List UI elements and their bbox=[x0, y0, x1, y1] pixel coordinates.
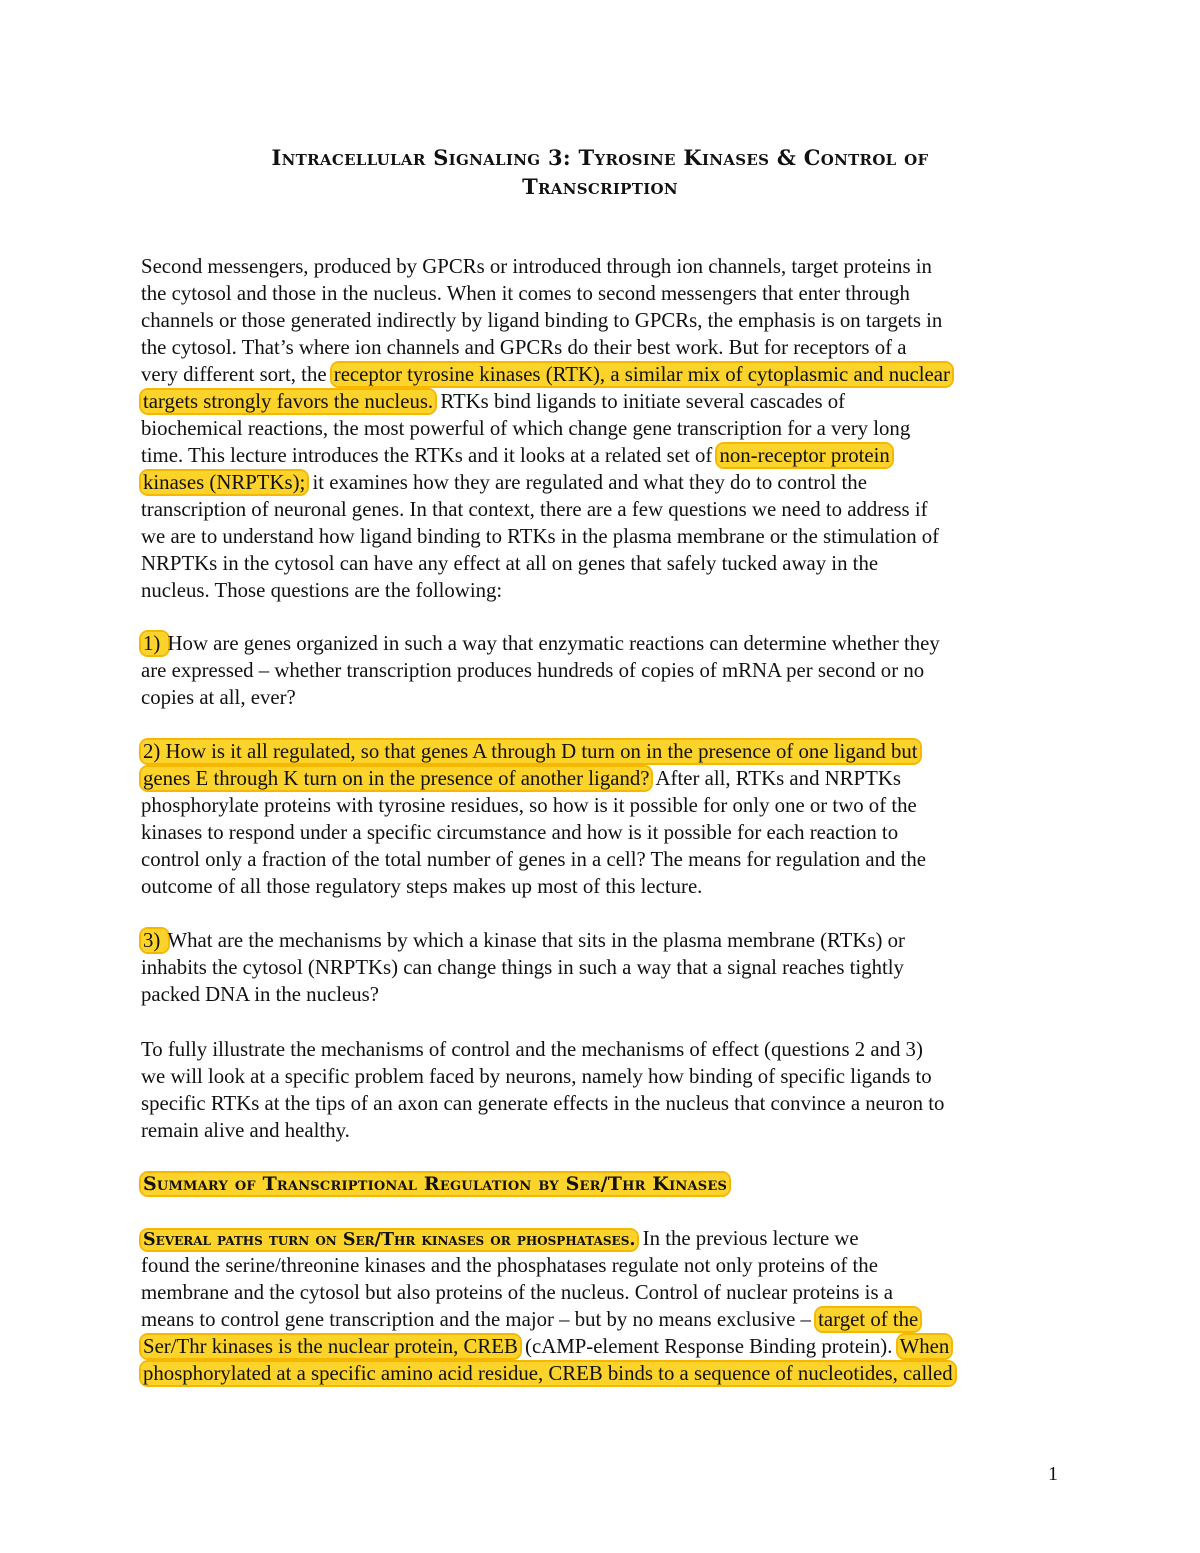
text-run: After all, RTKs and NRPTKs bbox=[651, 767, 901, 790]
closing-line bbox=[141, 1090, 944, 1117]
document-title bbox=[150, 143, 1050, 201]
page-number: 1 bbox=[1048, 1463, 1058, 1485]
q2-line bbox=[141, 738, 920, 765]
text-run: transcription of neuronal genes. In that context, there are a few questions we need to address if bbox=[141, 498, 928, 521]
q1-line bbox=[141, 630, 940, 657]
q1-line bbox=[141, 657, 924, 684]
text-run: kinases to respond under a specific circumstance and how is it possible for each reaction to bbox=[141, 821, 899, 844]
text-run: control only a fraction of the total number of genes in a cell? The means for regulation and the bbox=[141, 848, 927, 871]
text-run: packed DNA in the nucleus? bbox=[141, 983, 379, 1006]
highlighted-text: 2) How is it all regulated, so that genes A through D turn on in the presence of one ligand but bbox=[143, 740, 918, 763]
text-run: specific RTKs at the tips of an axon can generate effects in the nucleus that convince a neuron to bbox=[141, 1092, 945, 1115]
text-run: How are genes organized in such a way that enzymatic reactions can determine whether they bbox=[167, 632, 940, 655]
text-run: To fully illustrate the mechanisms of control and the mechanisms of effect (questions 2 and 3) bbox=[141, 1038, 923, 1061]
highlighted-text: targets strongly favors the nucleus. bbox=[143, 390, 434, 413]
highlighted-text: 3) bbox=[143, 929, 166, 952]
intro-line bbox=[141, 442, 892, 469]
highlighted-text: target of the bbox=[818, 1308, 919, 1331]
section_body-line bbox=[141, 1333, 951, 1360]
q2-line bbox=[141, 765, 901, 792]
q3-line bbox=[141, 927, 905, 954]
text-run: phosphorylate proteins with tyrosine residues, so how is it possible for only one or two of the bbox=[141, 794, 917, 817]
text-run: time. This lecture introduces the RTKs and it looks at a related set of bbox=[141, 444, 718, 467]
intro-line bbox=[141, 469, 867, 496]
text-run: biochemical reactions, the most powerful of which change gene transcription for a very long bbox=[141, 417, 911, 440]
q2-line bbox=[141, 819, 898, 846]
section_body-line bbox=[141, 1360, 955, 1387]
title-line-1: Intracellular Signaling 3: Tyrosine Kinases & Control of bbox=[271, 145, 929, 170]
highlighted-text: 1) bbox=[143, 632, 166, 655]
title-line-2: Transcription bbox=[522, 174, 678, 199]
text-run: the cytosol. That’s where ion channels and GPCRs do their best work. But for receptors of a bbox=[141, 336, 907, 359]
highlighted-text: non-receptor protein bbox=[719, 444, 890, 467]
intro-line bbox=[141, 388, 845, 415]
text-run: In the previous lecture we bbox=[637, 1227, 859, 1250]
highlighted-text: When bbox=[899, 1335, 950, 1358]
intro-line bbox=[141, 496, 928, 523]
closing-line bbox=[141, 1036, 923, 1063]
highlighted-text: phosphorylated at a specific amino acid residue, CREB binds to a sequence of nucleotides, called bbox=[143, 1362, 953, 1385]
section-heading bbox=[141, 1171, 729, 1198]
text-run: nucleus. Those questions are the following: bbox=[141, 579, 503, 602]
text-run: channels or those generated indirectly by ligand binding to GPCRs, the emphasis is on targets in bbox=[141, 309, 943, 332]
text-run: means to control gene transcription and the major – but by no means exclusive – bbox=[141, 1308, 817, 1331]
text-run: (cAMP-element Response Binding protein). bbox=[519, 1335, 898, 1358]
q2-line bbox=[141, 873, 702, 900]
intro-line bbox=[141, 280, 910, 307]
text-run: remain alive and healthy. bbox=[141, 1119, 350, 1142]
q2-line bbox=[141, 846, 926, 873]
closing-line bbox=[141, 1063, 932, 1090]
intro-line bbox=[141, 550, 878, 577]
text-run: we will look at a specific problem faced by neurons, namely how binding of specific ligands to bbox=[141, 1065, 932, 1088]
closing-line bbox=[141, 1117, 350, 1144]
highlighted-text: genes E through K turn on in the presence of another ligand? bbox=[143, 767, 650, 790]
text-run: copies at all, ever? bbox=[141, 686, 296, 709]
section_body-line bbox=[141, 1306, 920, 1333]
intro-line bbox=[141, 334, 906, 361]
text-run: Second messengers, produced by GPCRs or introduced through ion channels, target proteins in bbox=[141, 255, 932, 278]
text-run: RTKs bind ligands to initiate several cascades of bbox=[435, 390, 846, 413]
highlighted-text: Ser/Thr kinases is the nuclear protein, CREB bbox=[143, 1335, 518, 1358]
q2-line bbox=[141, 792, 917, 819]
highlighted-text: kinases (NRPTKs); bbox=[143, 471, 306, 494]
intro-line bbox=[141, 361, 952, 388]
text-run: very different sort, the bbox=[141, 363, 332, 386]
text-run: are expressed – whether transcription produces hundreds of copies of mRNA per second or no bbox=[141, 659, 925, 682]
text-run: What are the mechanisms by which a kinase that sits in the plasma membrane (RTKs) or bbox=[167, 929, 905, 952]
intro-line bbox=[141, 523, 939, 550]
text-run: found the serine/threonine kinases and the phosphatases regulate not only proteins of the bbox=[141, 1254, 878, 1277]
intro-line bbox=[141, 253, 932, 280]
text-run: membrane and the cytosol but also proteins of the nucleus. Control of nuclear proteins is a bbox=[141, 1281, 893, 1304]
intro-line bbox=[141, 415, 910, 442]
intro-line bbox=[141, 307, 942, 334]
q1-line bbox=[141, 684, 296, 711]
section_body-line bbox=[141, 1279, 893, 1306]
text-run: it examines how they are regulated and what they do to control the bbox=[307, 471, 867, 494]
text-run: we are to understand how ligand binding to RTKs in the plasma membrane or the stimulation of bbox=[141, 525, 940, 548]
highlighted-text: receptor tyrosine kinases (RTK), a similar mix of cytoplasmic and nuclear bbox=[333, 363, 950, 386]
text-run: outcome of all those regulatory steps makes up most of this lecture. bbox=[141, 875, 703, 898]
text-run: the cytosol and those in the nucleus. When it comes to second messengers that enter through bbox=[141, 282, 910, 305]
q3-line bbox=[141, 981, 379, 1008]
text-run: NRPTKs in the cytosol can have any effect at all on genes that safely tucked away in the bbox=[141, 552, 879, 575]
section_body-line bbox=[141, 1252, 878, 1279]
intro-line bbox=[141, 577, 502, 604]
text-run: inhabits the cytosol (NRPTKs) can change things in such a way that a signal reaches tightly bbox=[141, 956, 904, 979]
subheading-highlight: Several paths turn on Ser/Thr kinases or phosphatases. bbox=[143, 1230, 636, 1250]
q3-line bbox=[141, 954, 904, 981]
section-heading-text: Summary of Transcriptional Regulation by Ser/Thr Kinases bbox=[143, 1173, 728, 1195]
section_body-line bbox=[141, 1225, 859, 1252]
